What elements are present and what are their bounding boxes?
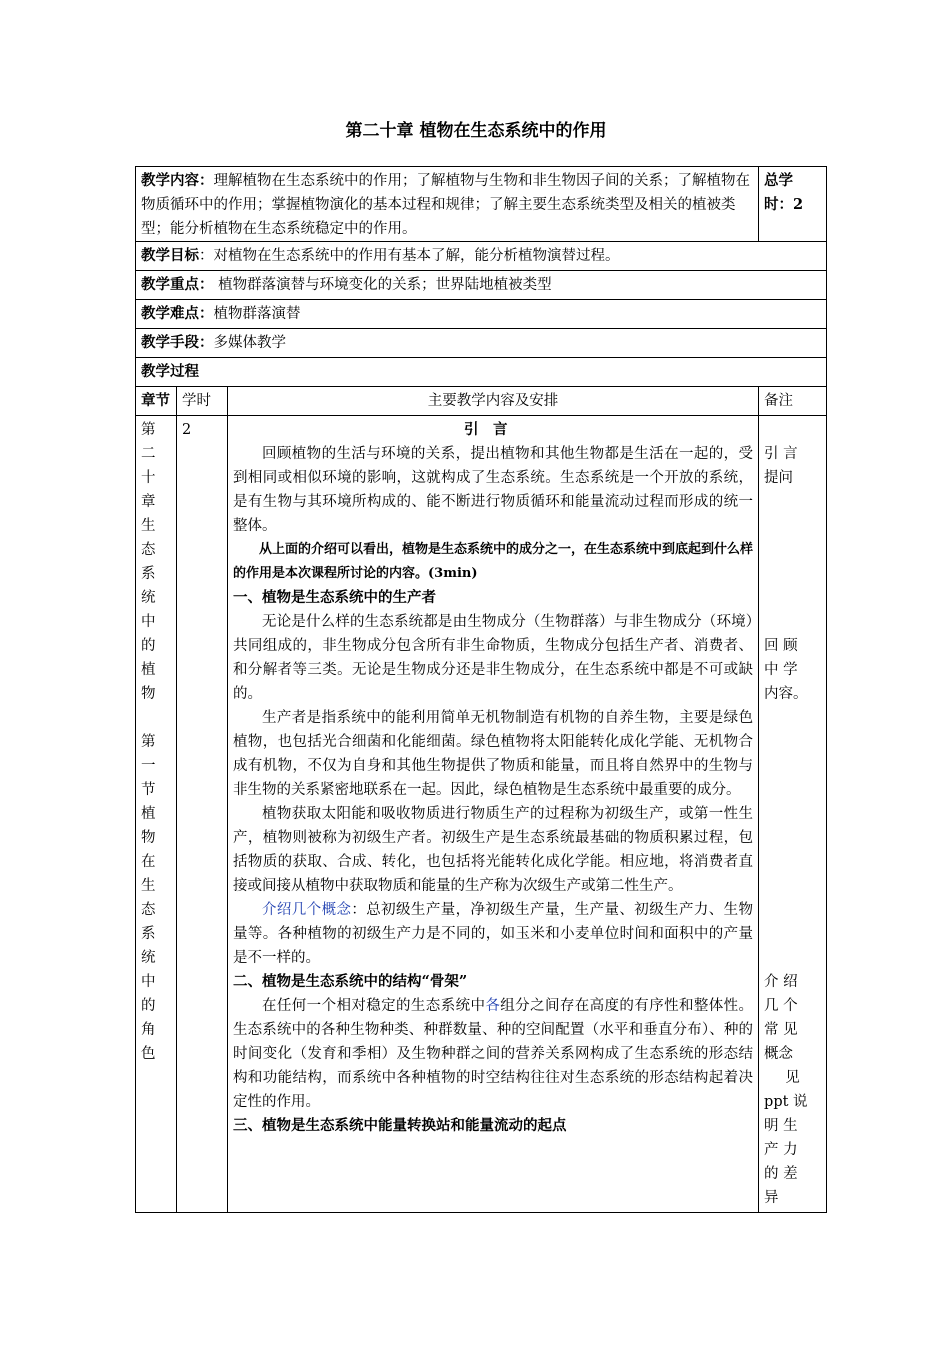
- chapter-title: [141, 418, 171, 706]
- goal-text: 对植物在生态系统中的作用有基本了解，能分析植物演替过程。: [213, 248, 620, 264]
- header-chapter: 章节: [136, 387, 177, 416]
- vertical-char: 角: [141, 1022, 156, 1038]
- vertical-char: 统: [141, 950, 156, 966]
- vertical-char: 植: [141, 662, 156, 678]
- difficulty-label: 教学难点：: [141, 305, 214, 322]
- note-1b: 提问: [764, 470, 794, 486]
- means-text: 多媒体教学: [213, 335, 286, 351]
- header-main: 主要教学内容及安排: [228, 387, 759, 416]
- note-3b: 几 个: [764, 998, 798, 1014]
- paragraph-1: 回顾植物的生活与环境的关系，提出植物和其他生物都是生活在一起的，受到相同或相似环境的影响，这就构成了生态系统。生态系统是一个开放的系统，是有生物与其环境所构成的、能不断进行物质循环和能量流动过程而形成的统一整体。: [233, 446, 754, 534]
- header-hours: 学时: [177, 387, 228, 416]
- goal-sep: ：: [199, 248, 214, 264]
- process-label: 教学过程: [136, 358, 827, 387]
- vertical-char: 的: [141, 638, 156, 654]
- note-2b: 中 学: [764, 662, 798, 678]
- vertical-char: 在: [141, 854, 156, 870]
- heading-2: 二、植物是生态系统中的结构“骨架”: [233, 973, 468, 990]
- main-content-cell: [228, 416, 759, 1213]
- note-3a: 介 绍: [764, 974, 798, 990]
- vertical-char: 中: [141, 974, 156, 990]
- note-3f: ppt 说: [764, 1094, 808, 1110]
- difficulty-text: 植物群落演替: [213, 306, 301, 322]
- heading-1: 一、植物是生态系统中的生产者: [233, 589, 436, 606]
- intro-title: 引言: [464, 421, 523, 438]
- content-row: [136, 167, 827, 242]
- concept-link: 介绍几个概念: [262, 902, 352, 918]
- content-text: 理解植物在生态系统中的作用；了解植物与生物和非生物因子间的关系；了解植物在物质循环中的作用；掌握植物演化的基本过程和规律；了解主要生态系统类型及相关的植被类型；能分析植物在生态系统稳定中的作用。: [141, 173, 750, 237]
- vertical-char: 第: [141, 422, 156, 438]
- content-label: 教学内容：: [141, 172, 214, 189]
- vertical-char: 态: [141, 902, 156, 918]
- vertical-char: 第: [141, 734, 156, 750]
- goal-label: 教学目标: [141, 247, 199, 264]
- hours-cell: [759, 167, 827, 242]
- note-3h: 产 力: [764, 1142, 798, 1158]
- vertical-char: 植: [141, 806, 156, 822]
- section-title: [141, 730, 171, 1066]
- paragraph-5: 植物获取太阳能和吸收物质进行物质生产的过程称为初级生产，或第一性生产，植物则被称为初级生产者。初级生产是生态系统最基础的物质积累过程，包括物质的获取、合成、转化，也包括将光能转化成化学能。相应地，将消费者直接或间接从植物中获取物质和能量的生产称为次级生产或第二性生产。: [233, 806, 754, 894]
- paragraph-6: 介绍几个概念：总初级生产量，净初级生产量，生产量、初级生产力、生物量等。各种植物的初级生产力是不同的，如玉米和小麦单位时间和面积中的产量是不一样的。: [233, 902, 754, 966]
- paragraph-2: 从上面的介绍可以看出，植物是生态系统中的成分之一，在生态系统中到底起到什么样的作用是本次课程所讨论的内容。(3min): [233, 542, 754, 581]
- vertical-char: 节: [141, 782, 156, 798]
- vertical-char: 物: [141, 830, 156, 846]
- body-row: [136, 416, 827, 1213]
- note-cell: [759, 416, 827, 1213]
- vertical-char: 二: [141, 446, 156, 462]
- hours-label: 总学时：: [764, 172, 794, 213]
- note-1a: 引 言: [764, 446, 798, 462]
- heading-3: 三、植物是生态系统中能量转换站和能量流动的起点: [233, 1117, 567, 1134]
- content-cell: [136, 167, 759, 242]
- vertical-char: 系: [141, 566, 156, 582]
- note-3d: 概念: [764, 1046, 794, 1062]
- lesson-plan-table: [135, 166, 827, 1213]
- vertical-char: 生: [141, 878, 156, 894]
- key-text: 植物群落演替与环境变化的关系；世界陆地植被类型: [218, 277, 552, 293]
- row-hours: 2: [177, 416, 228, 1213]
- page-title: 第二十章 植物在生态系统中的作用: [345, 121, 607, 141]
- vertical-char: 系: [141, 926, 156, 942]
- hours-value: 2: [793, 196, 804, 213]
- vertical-char: 生: [141, 518, 156, 534]
- paragraph-3: 无论是什么样的生态系统都是由生物成分（生物群落）与非生物成分（环境）共同组成的，非生物成分包含所有非生命物质，生物成分包括生产者、消费者、和分解者等三类。无论是生物成分还是非生物成分，在生态系统中都是不可或缺的。: [233, 614, 754, 702]
- paragraph-7: 在任何一个相对稳定的生态系统中各组分之间存在高度的有序性和整体性。生态系统中的各种生物种类、种群数量、种的空间配置（水平和垂直分布）、种的时间变化（发育和季相）及生物种群之间的营养关系网构成了生态系统的形态结构和功能结构，而系统中各种植物的时空结构往往对生态系统的形态结构起着决定性的作用。: [233, 998, 754, 1110]
- paragraph-4: 生产者是指系统中的能利用简单无机物制造有机物的自养生物，主要是绿色植物，也包括光合细菌和化能细菌。绿色植物将太阳能转化成化学能、无机物合成有机物，不仅为自身和其他生物提供了物质和能量，而且将自然界中的生物与非生物的关系紧密地联系在一起。因此，绿色植物是生态系统中最重要的成分。: [233, 710, 754, 798]
- vertical-char: 章: [141, 494, 156, 510]
- note-2c: 内容。: [764, 686, 808, 702]
- key-label: 教学重点：: [141, 276, 214, 293]
- note-2a: 回 顾: [764, 638, 798, 654]
- note-3i: 的 差: [764, 1166, 798, 1182]
- note-3g: 明 生: [764, 1118, 798, 1134]
- vertical-char: 态: [141, 542, 156, 558]
- difficulty-row: [136, 300, 827, 329]
- header-note: 备注: [759, 387, 827, 416]
- chapter-cell: [136, 416, 177, 1213]
- vertical-char: 物: [141, 686, 156, 702]
- process-row: [136, 358, 827, 387]
- note-3e: 见: [785, 1070, 800, 1086]
- vertical-char: 统: [141, 590, 156, 606]
- key-row: [136, 271, 827, 300]
- vertical-char: 的: [141, 998, 156, 1014]
- goal-row: [136, 242, 827, 271]
- vertical-char: 十: [141, 470, 156, 486]
- note-3j: 异: [764, 1190, 779, 1206]
- means-row: [136, 329, 827, 358]
- vertical-char: 中: [141, 614, 156, 630]
- means-label: 教学手段：: [141, 334, 214, 351]
- vertical-char: 一: [141, 758, 156, 774]
- note-3c: 常 见: [764, 1022, 798, 1038]
- vertical-char: 色: [141, 1046, 156, 1062]
- header-row: [136, 387, 827, 416]
